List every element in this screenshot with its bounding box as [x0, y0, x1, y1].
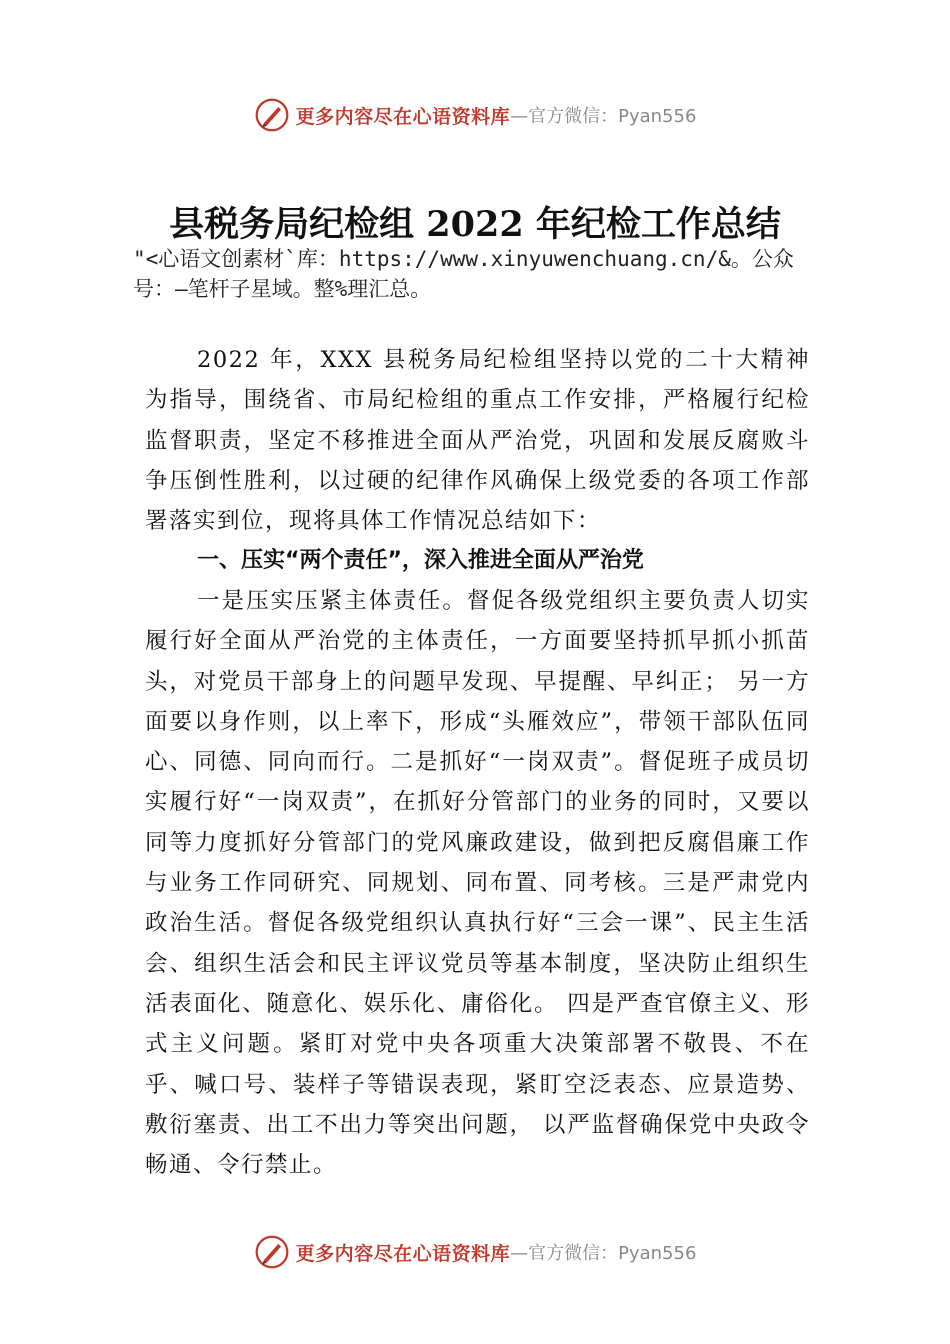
intro-paragraph: 2022 年，XXX 县税务局纪检组坚持以党的二十大精神为指导，围绕省、市局纪检组的重点工作安排，严格履行纪检监督职责，坚定不移推进全面从严治党，巩固和发展反腐败斗争压倒性胜利，以过硬的纪律作风确保上级党委的各项工作部署落实到位，现将具体工作情况总结如下： [145, 347, 810, 535]
section-1-paragraph: 一是压实压紧主体责任。督促各级党组织主要负责人切实履行好全面从严治党的主体责任，一方面要坚持抓早抓小抓苗头，对党员干部身上的问题早发现、早提醒、早纠正； 另一方面要以身作则，以上率下，形成“头雁效应”，带领干部队伍同心、同德、同向而行。二是抓好“一岗双责”。督促班子成员切实履行好“一岗双责”，在抓好分管部门的业务的同时，又要以同等力度抓好分管部门的党风廉政建设，做到把反腐倡廉工作与业务工作同研究、同规划、同布置、同考核。三是严肃党内政治生活。督促各级党组织认真执行好“三会一课”、民主生活会、组织生活会和民主评议党员等基本制度，坚决防止组织生活表面化、随意化、娱乐化、庸俗化。 四是严查官僚主义、形式主义问题。紧盯对党中央各项重大决策部署不敬畏、不在乎、喊口号、装样子等错误表现，紧盯空泛表态、应景造势、敷衍塞责、出工不出力等突出问题， 以严监督确保党中央政令畅通、令行禁止。 [145, 588, 810, 1179]
footer-banner [0, 1232, 950, 1272]
document-title: 县税务局纪检组 2022 年纪检工作总结 [169, 204, 781, 245]
section-heading-1: 一、压实“两个责任”，深入推进全面从严治党 [197, 548, 644, 573]
banner-wechat-text: —官方微信：Pyan556 [510, 1243, 697, 1264]
source-note: "<心语文创素材`库：https://www.xinyuwenchuang.cn/&。公众号：—笔杆子星域。整%理汇总。 [133, 247, 794, 301]
banner-wechat-text: —官方微信：Pyan556 [510, 106, 697, 127]
banner-brand-text: 更多内容尽在心语资料库 [295, 1242, 511, 1265]
header-banner [0, 95, 950, 135]
pen-logo-icon [254, 97, 290, 133]
banner-brand-text: 更多内容尽在心语资料库 [295, 105, 511, 128]
pen-logo-icon [254, 1234, 290, 1270]
